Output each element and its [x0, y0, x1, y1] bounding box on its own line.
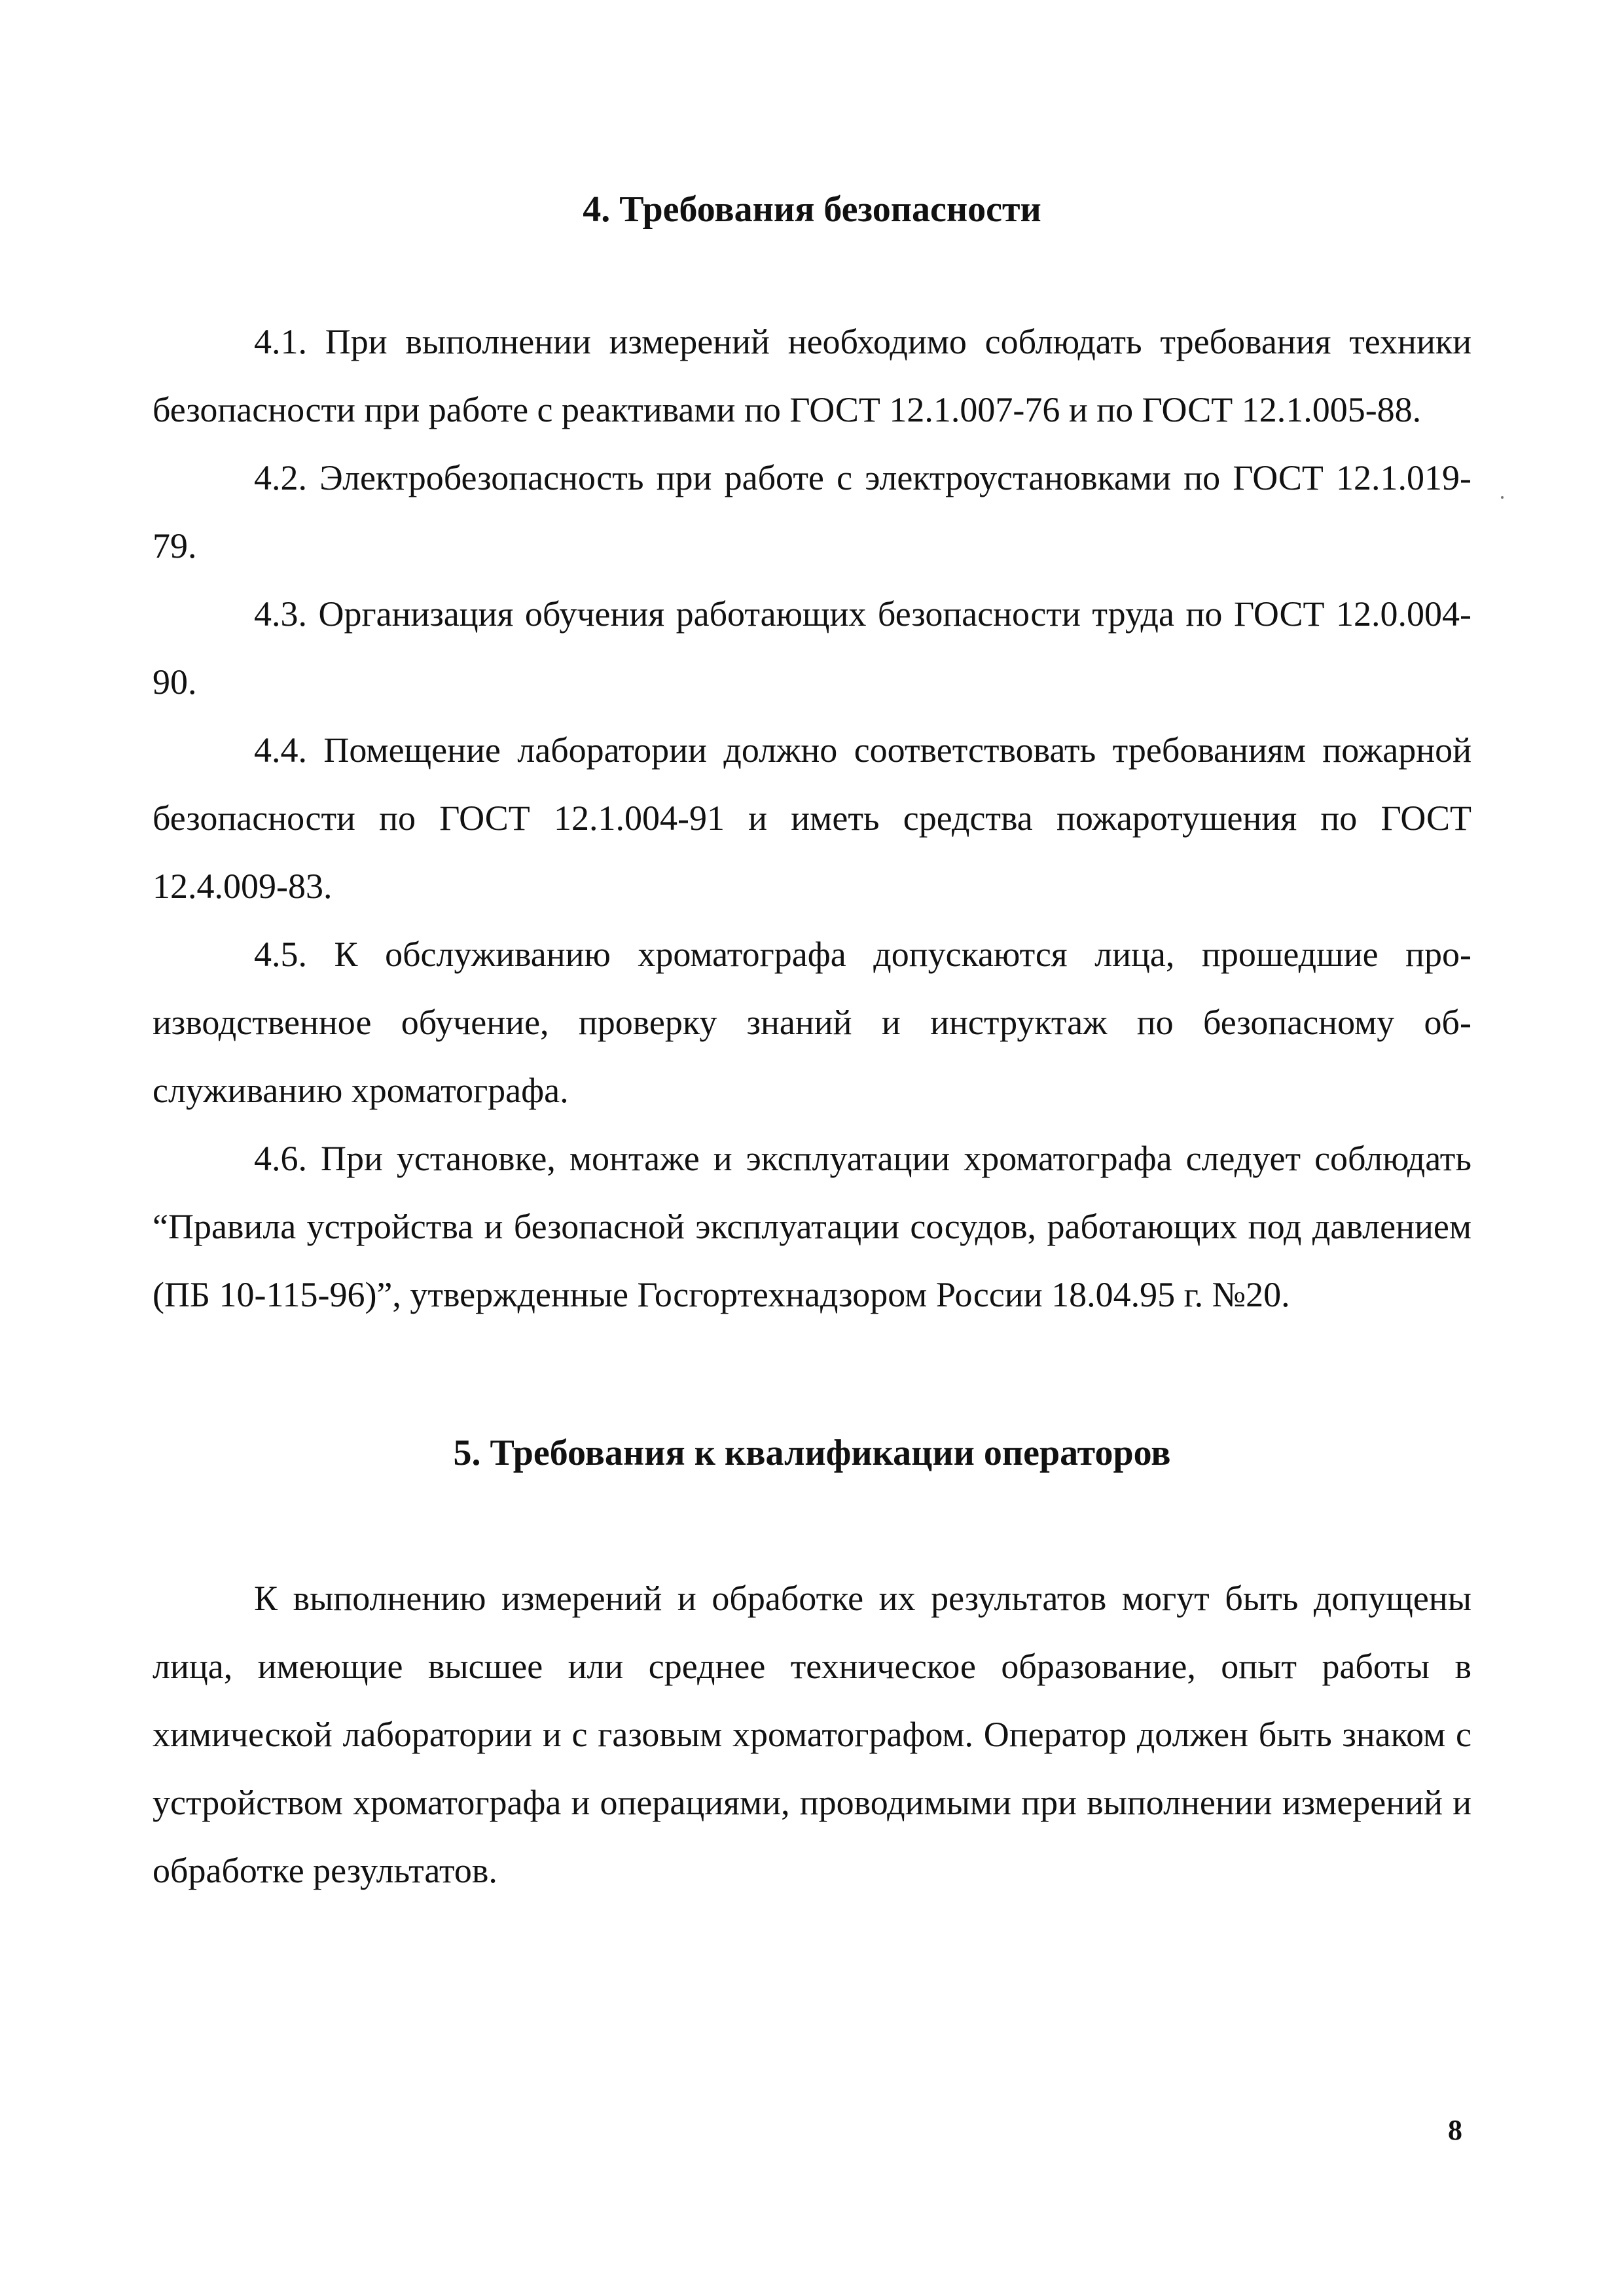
paragraph-4-2: 4.2. Электробезопасность при работе с электроустановками по ГОСТ 12.1.019-79. — [153, 458, 1471, 565]
page-number: 8 — [1448, 2114, 1462, 2146]
section-4-title: 4. Требования безопасности — [583, 189, 1041, 230]
scan-speck — [1501, 496, 1504, 499]
paragraph-4-5: 4.5. К обслуживанию хроматографа допускаются лица, прошедшие производственное обучение, проверку знаний и инструктаж по безопасному обслуживанию хроматографа. — [153, 935, 1471, 1110]
paragraph-4-1: 4.1. При выполнении измерений необходимо соблюдать требования техники безопасности при работе с реактивами по ГОСТ 12.1.007-76 и по ГОСТ 12.1.005-88. — [153, 322, 1471, 429]
paragraph-4-4: 4.4. Помещение лаборатории должно соответствовать требованиям пожарной безопасности по ГОСТ 12.1.004-91 и иметь средства пожаротушения по ГОСТ 12.4.009-83. — [153, 730, 1471, 906]
paragraph-5-1: К выполнению измерений и обработке их результатов могут быть допущены лица, имеющие высшее или среднее техническое образование, опыт работы в химической лаборатории и с газовым хроматографом. Оператор должен быть знаком с устройством хроматографа и операциями, проводимыми при выполнении измерений и обработке результатов. — [153, 1579, 1471, 1890]
section-5-title: 5. Требования к квалификации операторов — [453, 1433, 1171, 1473]
page-content — [153, 183, 1471, 1905]
paragraph-4-6: 4.6. При установке, монтаже и эксплуатации хроматографа следует соблюдать “Правила устройства и безопасной эксплуатации сосудов, работающих под давлением (ПБ 10-115-96)”, утвержденные Госгортехнадзором России 18.04.95 г. №20. — [153, 1139, 1471, 1314]
paragraph-4-3: 4.3. Организация обучения работающих безопасности труда по ГОСТ 12.0.004-90. — [153, 594, 1471, 702]
